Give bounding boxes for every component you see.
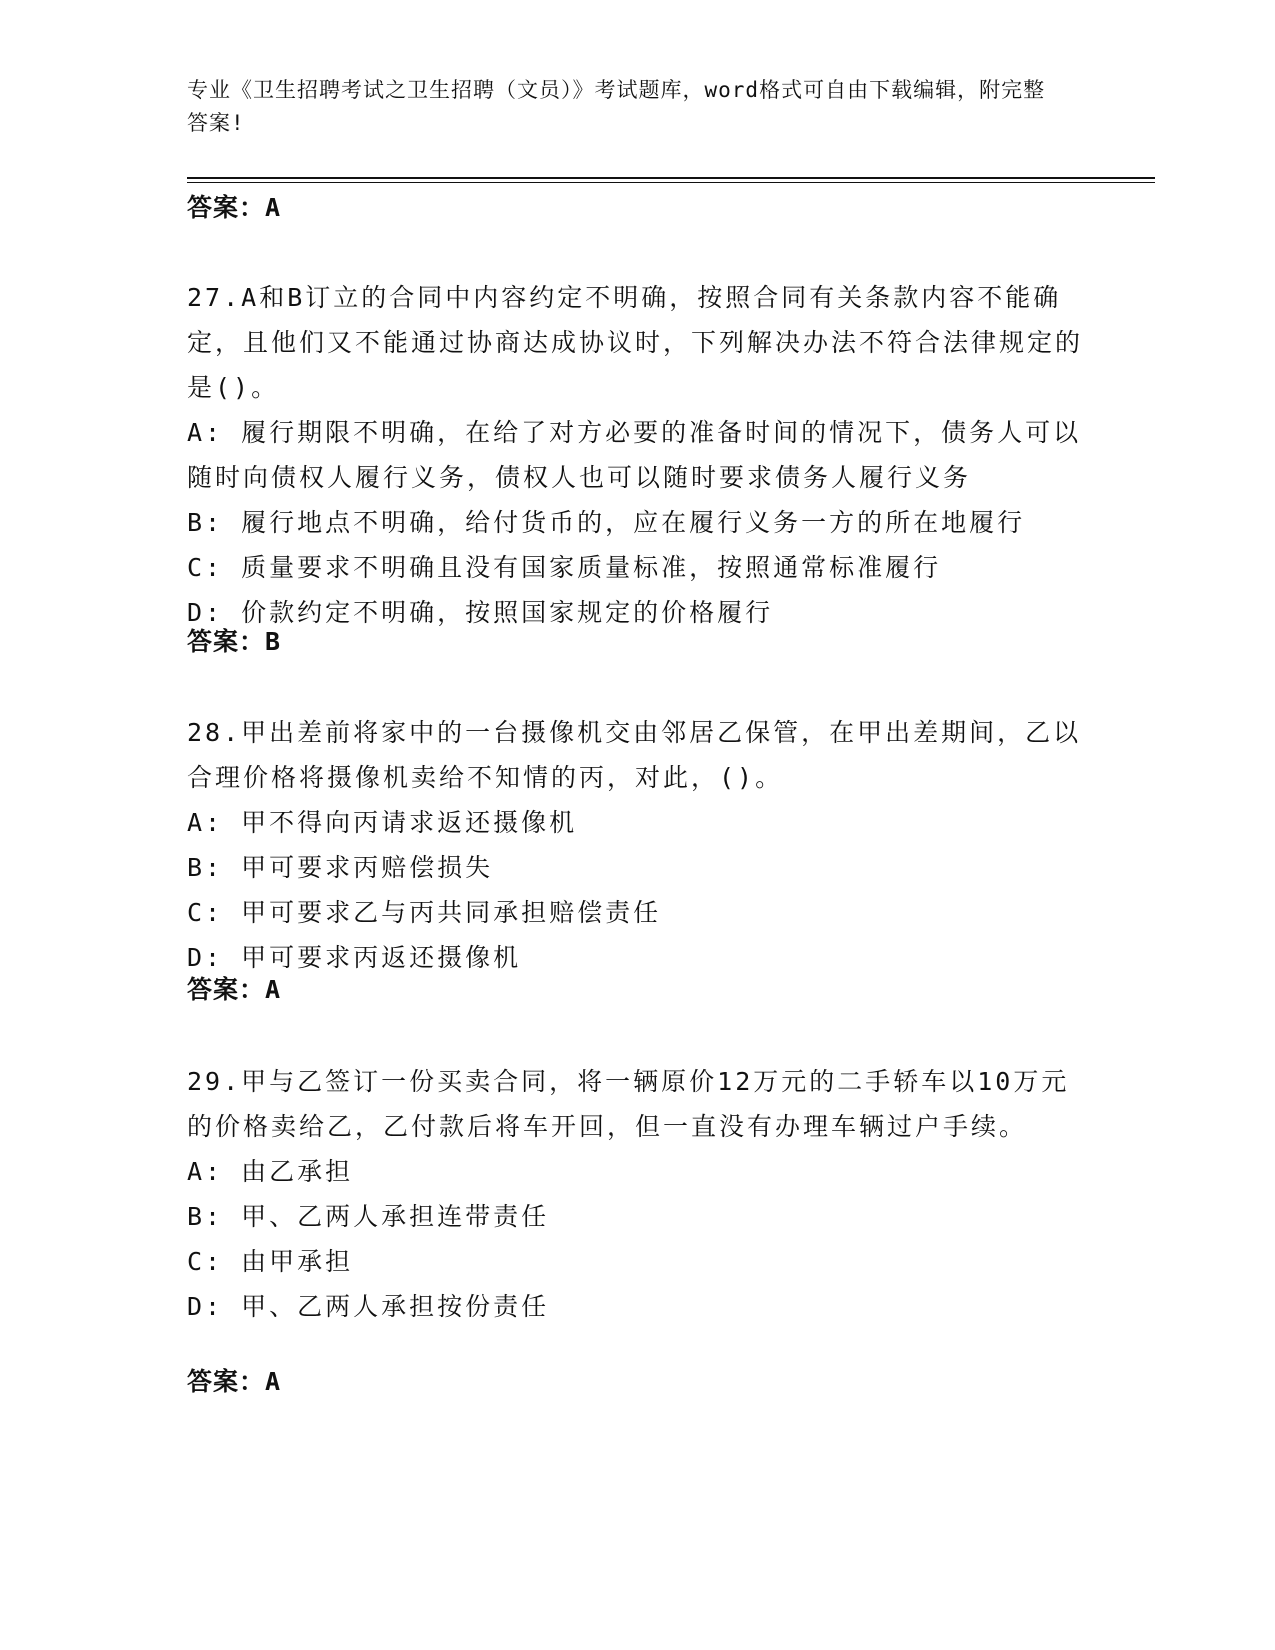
- header-divider-thick: [187, 177, 1155, 179]
- option-b: B: 甲可要求丙赔偿损失: [187, 853, 494, 882]
- option-b: B: 履行地点不明确，给付货币的，应在履行义务一方的所在地履行: [187, 508, 1026, 537]
- question-27: [187, 275, 1087, 635]
- option-d: D: 甲、乙两人承担按份责任: [187, 1292, 550, 1321]
- document-header: 专业《卫生招聘考试之卫生招聘（文员）》考试题库，word格式可自由下载编辑，附完整答案!: [187, 78, 1046, 135]
- option-d: D: 价款约定不明确，按照国家规定的价格履行: [187, 598, 774, 627]
- option-c: C: 由甲承担: [187, 1247, 354, 1276]
- option-a: A: 甲不得向丙请求返还摄像机: [187, 808, 578, 837]
- question-stem: 28.甲出差前将家中的一台摄像机交由邻居乙保管，在甲出差期间，乙以合理价格将摄像机卖给不知情的丙，对此，()。: [187, 718, 1082, 792]
- header-divider-thin: [187, 182, 1155, 183]
- answer-28: 答案：A: [187, 975, 282, 1004]
- question-stem: 29.甲与乙签订一份买卖合同，将一辆原价12万元的二手轿车以10万元的价格卖给乙，乙付款后将车开回，但一直没有办理车辆过户手续。: [187, 1067, 1070, 1141]
- option-b: B: 甲、乙两人承担连带责任: [187, 1202, 550, 1231]
- option-c: C: 质量要求不明确且没有国家质量标准，按照通常标准履行: [187, 553, 942, 582]
- question-28: [187, 710, 1087, 980]
- option-a: A: 履行期限不明确，在给了对方必要的准备时间的情况下，债务人可以随时向债权人履行义务，债权人也可以随时要求债务人履行义务: [187, 418, 1082, 492]
- answer-27: 答案：B: [187, 627, 282, 656]
- previous-answer: 答案：A: [187, 193, 282, 222]
- option-c: C: 甲可要求乙与丙共同承担赔偿责任: [187, 898, 662, 927]
- option-d: D: 甲可要求丙返还摄像机: [187, 943, 522, 972]
- question-29: [187, 1059, 1087, 1329]
- option-a: A: 由乙承担: [187, 1157, 354, 1186]
- answer-29: 答案：A: [187, 1367, 282, 1396]
- question-stem: 27.A和B订立的合同中内容约定不明确，按照合同有关条款内容不能确定，且他们又不能通过协商达成协议时，下列解决办法不符合法律规定的是()。: [187, 283, 1084, 402]
